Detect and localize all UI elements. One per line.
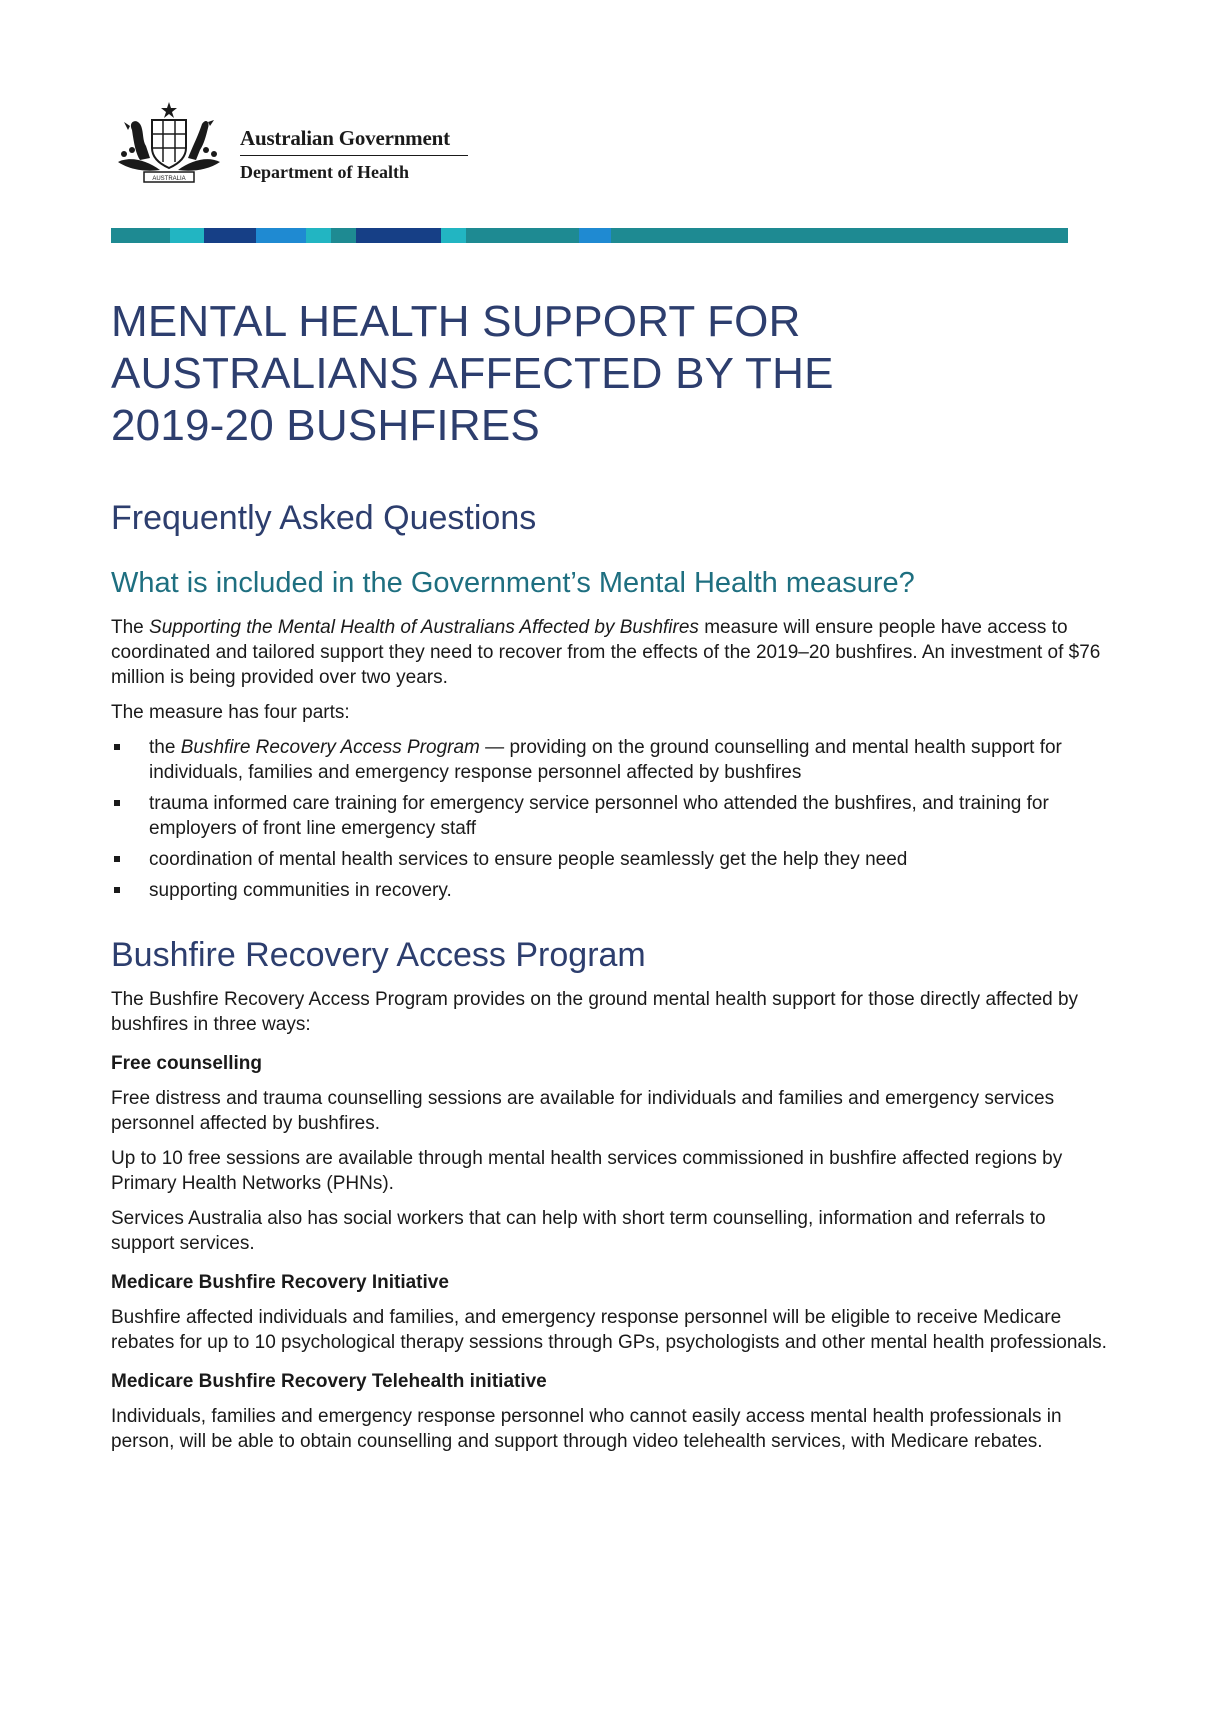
coat-of-arms-icon <box>110 100 228 192</box>
list-item: the Bushfire Recovery Access Program — providing on the ground counselling and mental health support for individuals, families and emergency response personnel affected by bushfires <box>111 735 1111 785</box>
department-name: Department of Health <box>240 162 409 182</box>
list-item: supporting communities in recovery. <box>111 878 1111 903</box>
page-title-line: MENTAL HEALTH SUPPORT FOR <box>111 297 801 346</box>
page-title-line: AUSTRALIANS AFFECTED BY THE <box>111 349 834 398</box>
svg-text:AUSTRALIA: AUSTRALIA <box>152 176 186 182</box>
bullet-icon <box>114 856 120 862</box>
list-item: trauma informed care training for emergency service personnel who attended the bushfires, and training for employers of front line emergency staff <box>111 791 1111 841</box>
subheading-medicare-initiative: Medicare Bushfire Recovery Initiative <box>111 1272 449 1293</box>
paragraph: Free distress and trauma counselling sessions are available for individuals and families and emergency services personnel affected by bushfires. <box>111 1088 1055 1134</box>
document-body <box>111 565 1111 1464</box>
program-intro-paragraph: The Bushfire Recovery Access Program provides on the ground mental health support for those directly affected by bushfires in three ways: <box>111 989 1079 1035</box>
government-name: Australian Government <box>240 126 450 150</box>
bullet-icon <box>114 744 120 750</box>
parts-intro: The measure has four parts: <box>111 702 350 723</box>
measure-name: Supporting the Mental Health of Australians Affected by Bushfires <box>149 617 699 638</box>
bullet-icon <box>114 887 120 893</box>
paragraph: Services Australia also has social workers that can help with short term counselling, information and referrals to support services. <box>111 1208 1046 1254</box>
paragraph: Up to 10 free sessions are available through mental health services commissioned in bushfire affected regions by Primary Health Networks (PHNs). <box>111 1148 1063 1194</box>
subheading-free-counselling: Free counselling <box>111 1053 262 1074</box>
page-title-line: 2019-20 BUSHFIRES <box>111 401 540 450</box>
page-title <box>111 296 1111 452</box>
logo-divider <box>240 155 468 156</box>
measure-intro-paragraph: The Supporting the Mental Health of Australians Affected by Bushfires measure will ensure people have access to coordinated and tailored support they need to recover from the effects of the 2019–20 bushfires. An investment of $76 million is being provided over two years. <box>111 617 1101 688</box>
government-logo <box>110 100 490 192</box>
header-color-strip <box>111 228 1068 243</box>
paragraph: Bushfire affected individuals and families, and emergency response personnel will be eligible to receive Medicare rebates for up to 10 psychological therapy sessions through GPs, psychologists and other mental health professionals. <box>111 1307 1107 1353</box>
list-item: coordination of mental health services to ensure people seamlessly get the help they need <box>111 847 1111 872</box>
section-heading-measure: What is included in the Government’s Mental Health measure? <box>111 567 915 599</box>
parts-list <box>111 735 1111 903</box>
section-heading-program: Bushfire Recovery Access Program <box>111 936 646 974</box>
paragraph: Individuals, families and emergency response personnel who cannot easily access mental health professionals in person, will be able to obtain counselling and support through video telehealth services, with Medicare rebates. <box>111 1406 1062 1452</box>
page-subtitle: Frequently Asked Questions <box>111 499 537 537</box>
bullet-icon <box>114 800 120 806</box>
subheading-telehealth-initiative: Medicare Bushfire Recovery Telehealth initiative <box>111 1371 547 1392</box>
